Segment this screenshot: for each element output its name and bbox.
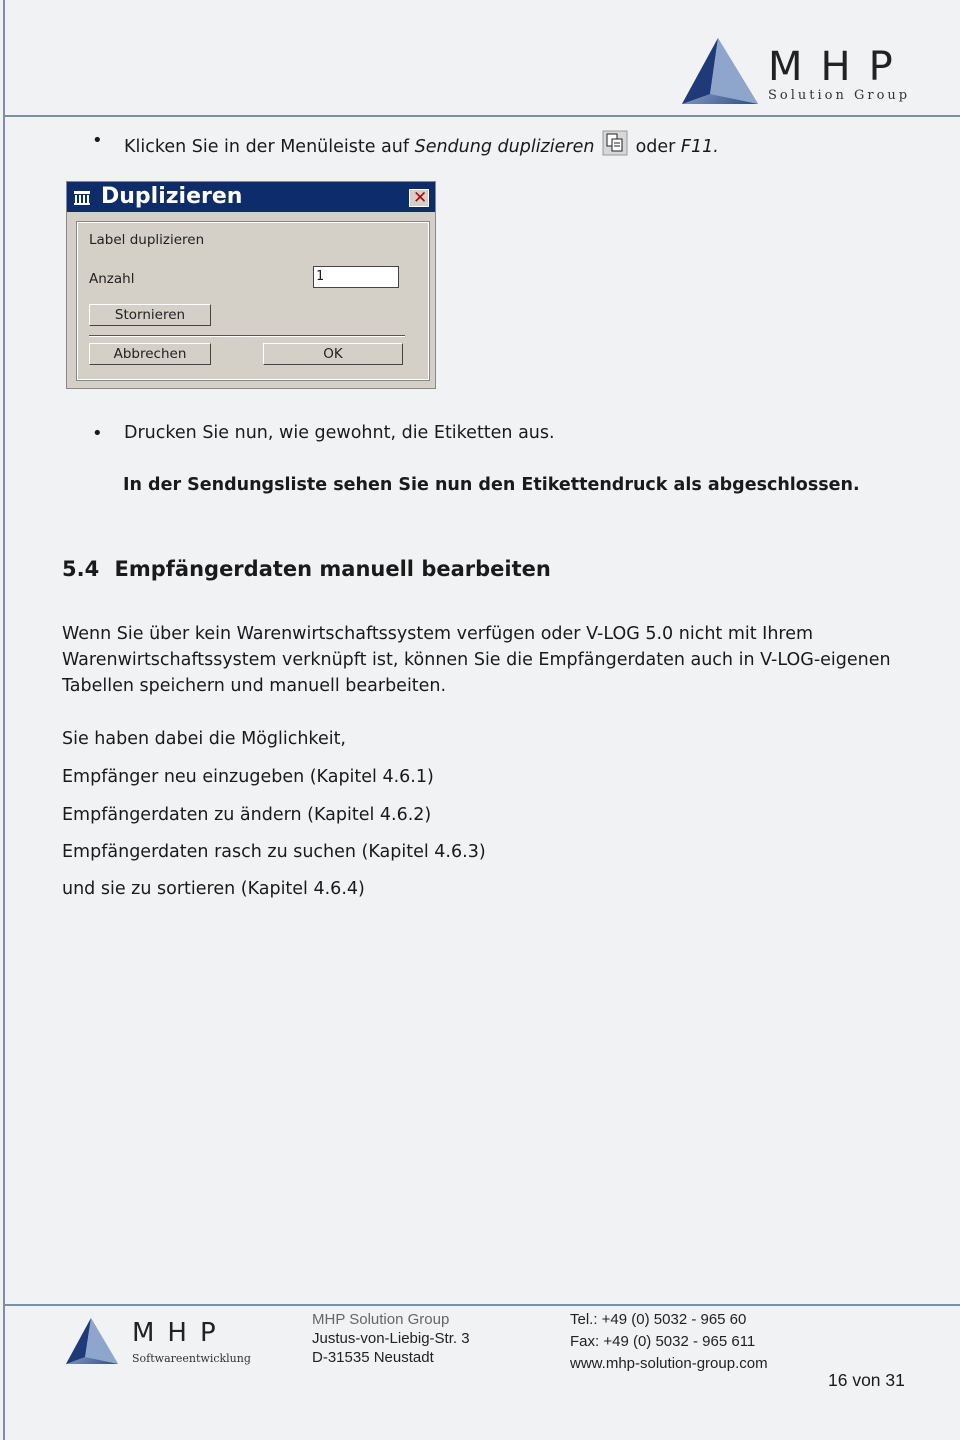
left-margin-rule	[3, 0, 5, 1440]
bullet-2-text: Drucken Sie nun, wie gewohnt, die Etiketten aus.	[124, 423, 555, 443]
footer-fax: Fax: +49 (0) 5032 - 965 611	[570, 1333, 756, 1350]
close-icon: ✕	[413, 188, 428, 208]
page-number: 16 von 31	[828, 1370, 905, 1390]
completion-note: In der Sendungsliste sehen Sie nun den Etikettendruck als abgeschlossen.	[123, 475, 860, 495]
footer-city: D-31535 Neustadt	[312, 1349, 434, 1366]
close-button[interactable]	[409, 189, 429, 207]
pyramid-logo-icon	[680, 36, 760, 108]
header-rule	[3, 115, 960, 117]
bullet-marker: •	[92, 130, 103, 151]
bullet-1-text	[124, 130, 719, 157]
bullet-1-intro: Klicken Sie in der Menüleiste auf	[124, 137, 415, 157]
section-heading	[62, 557, 551, 581]
footer-street: Justus-von-Liebig-Str. 3	[312, 1330, 470, 1347]
footer-logo-subtitle: Softwareentwicklung	[132, 1352, 251, 1365]
list-item: Empfängerdaten rasch zu suchen (Kapitel 4.6.3)	[62, 842, 486, 862]
dialog-title: Duplizieren	[101, 184, 243, 209]
building-icon	[73, 188, 91, 206]
count-label: Anzahl	[89, 271, 135, 287]
duplicate-icon	[602, 130, 628, 156]
dialog-separator	[89, 335, 405, 337]
bullet-1-mid: oder	[630, 137, 681, 157]
footer-company: MHP Solution Group	[312, 1311, 450, 1328]
footer-logo-letters: MHP	[132, 1318, 229, 1348]
section-number: 5.4	[62, 557, 100, 581]
list-intro: Sie haben dabei die Möglichkeit,	[62, 729, 346, 749]
logo-letters: MHP	[768, 44, 911, 90]
shortcut-key: F11.	[680, 137, 719, 157]
footer-tel: Tel.: +49 (0) 5032 - 965 60	[570, 1311, 747, 1328]
list-item: und sie zu sortieren (Kapitel 4.6.4)	[62, 879, 365, 899]
count-input[interactable]: 1	[313, 266, 399, 288]
footer-web: www.mhp-solution-group.com	[570, 1355, 768, 1372]
abort-button[interactable]: Abbrechen	[89, 343, 211, 365]
label-duplicate-heading: Label duplizieren	[89, 232, 205, 248]
duplicate-dialog	[66, 181, 436, 389]
list-item: Empfängerdaten zu ändern (Kapitel 4.6.2)	[62, 805, 432, 825]
section-title: Empfängerdaten manuell bearbeiten	[114, 557, 551, 581]
paragraph-line: Tabellen speichern und manuell bearbeiten.	[62, 676, 447, 696]
ok-button[interactable]: OK	[263, 343, 403, 365]
header-logo	[680, 36, 930, 108]
footer-rule	[3, 1304, 960, 1306]
footer-logo	[64, 1316, 251, 1372]
paragraph-line: Warenwirtschaftssystem verknüpft ist, können Sie die Empfängerdaten auch in V-LOG-eigenen	[62, 650, 891, 670]
menu-item-reference: Sendung duplizieren	[414, 137, 595, 157]
bullet-marker: •	[92, 423, 103, 444]
paragraph-line: Wenn Sie über kein Warenwirtschaftssystem verfügen oder V-LOG 5.0 nicht mit Ihrem	[62, 624, 814, 644]
pyramid-logo-icon	[64, 1316, 120, 1368]
list-item: Empfänger neu einzugeben (Kapitel 4.6.1)	[62, 767, 434, 787]
cancel-label-button[interactable]: Stornieren	[89, 304, 211, 326]
dialog-titlebar	[67, 182, 435, 212]
logo-subtitle: Solution Group	[768, 88, 911, 103]
